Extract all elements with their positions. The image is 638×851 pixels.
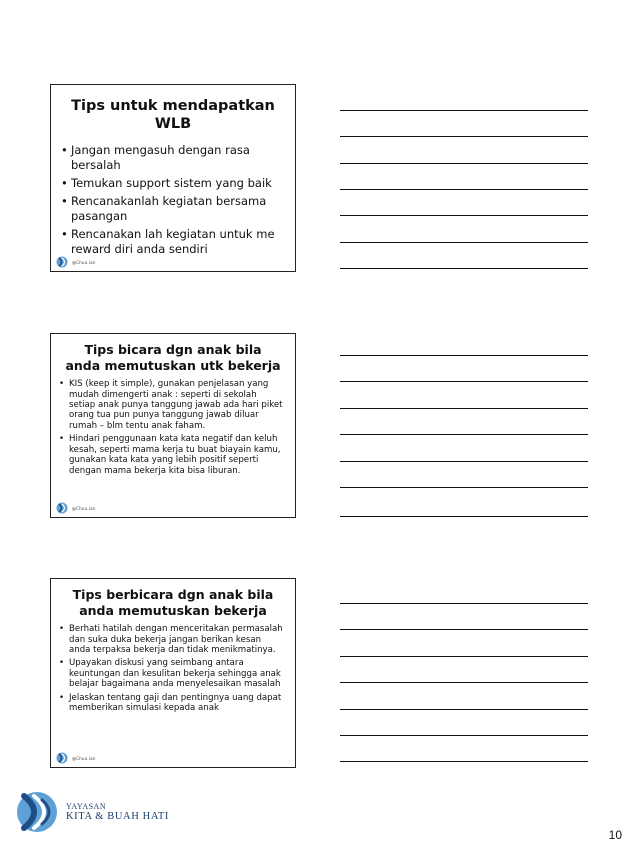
yayasan-logo-icon — [55, 752, 69, 764]
slide-logo — [55, 502, 95, 514]
note-line — [340, 709, 588, 710]
note-line — [340, 215, 588, 216]
footer-yayasan: YAYASAN — [66, 801, 107, 811]
note-line — [340, 682, 588, 683]
note-line — [340, 461, 588, 462]
note-line — [340, 268, 588, 269]
footer-logo — [14, 790, 169, 834]
bullet-item: • Berhati hatilah dengan menceritakan permasalah dan suka duka bekerja jangan berikan kesan anda terpaksa bekerja dan tidak menikmatinya. — [57, 624, 285, 655]
note-line — [340, 656, 588, 657]
yayasan-logo-icon — [55, 256, 69, 268]
note-line — [340, 189, 588, 190]
bullet-item: • KIS (keep it simple), gunakan penjelasan yang mudah dimengerti anak : seperti di sekolah setiap anak punya tanggung jawab ada hari piket orang tua pun punya tanggung jawab diluar rumah – blm tentu anak faham. — [57, 379, 285, 431]
note-line — [340, 629, 588, 630]
bullet-list — [57, 624, 285, 713]
footer-name: KITA & BUAH HATI — [66, 810, 169, 822]
note-line — [340, 516, 588, 517]
note-line — [340, 408, 588, 409]
bullet-item: • Temukan support sistem yang baik — [59, 176, 281, 191]
note-line — [340, 761, 588, 762]
bullet-item: • Rencanakan lah kegiatan untuk me reward diri anda sendiri — [59, 227, 281, 257]
bullet-list — [57, 379, 285, 476]
note-line — [340, 163, 588, 164]
bullet-item: • Jangan mengasuh dengan rasa bersalah — [59, 143, 281, 173]
slide-3 — [50, 578, 296, 768]
slide-title: Tips untuk mendapatkan WLB — [71, 98, 275, 133]
slide-2 — [50, 333, 296, 518]
page-number: 10 — [608, 828, 622, 842]
note-line — [340, 735, 588, 736]
bullet-item: • Jelaskan tentang gaji dan pentingnya uang dapat memberikan simulasi kepada anak — [57, 693, 285, 714]
slide-1 — [50, 84, 296, 272]
slide-logo — [55, 256, 95, 268]
slide-title: Tips bicara dgn anak bila anda memutuskan utk bekerja — [65, 342, 281, 373]
bullet-item: • Upayakan diskusi yang seimbang antara keuntungan dan kesulitan bekerja sehingga anak belajar bagaimana anda menyelesaikan masalah — [57, 658, 285, 689]
note-line — [340, 603, 588, 604]
bullet-item: • Rencanakanlah kegiatan bersama pasangan — [59, 194, 281, 224]
note-line — [340, 355, 588, 356]
yayasan-logo-icon — [14, 790, 60, 834]
note-line — [340, 381, 588, 382]
logo-caption: @Chua.ian — [72, 755, 96, 761]
note-line — [340, 136, 588, 137]
note-line — [340, 487, 588, 488]
footer-brand-text — [66, 802, 169, 823]
logo-caption: @Chua.ian — [72, 505, 96, 511]
note-line — [340, 434, 588, 435]
note-line — [340, 242, 588, 243]
logo-caption: @Chua.ian — [72, 259, 96, 265]
bullet-list — [59, 143, 281, 257]
bullet-item: • Hindari penggunaan kata kata negatif dan keluh kesah, seperti mama kerja tu buat biayain kamu, gunakan kata kata yang lebih positif seperti dengan mama bekerja kita bisa liburan. — [57, 434, 285, 476]
note-line — [340, 110, 588, 111]
slide-logo — [55, 752, 95, 764]
yayasan-logo-icon — [55, 502, 69, 514]
slide-title: Tips berbicara dgn anak bila anda memutuskan bekerja — [72, 587, 274, 618]
